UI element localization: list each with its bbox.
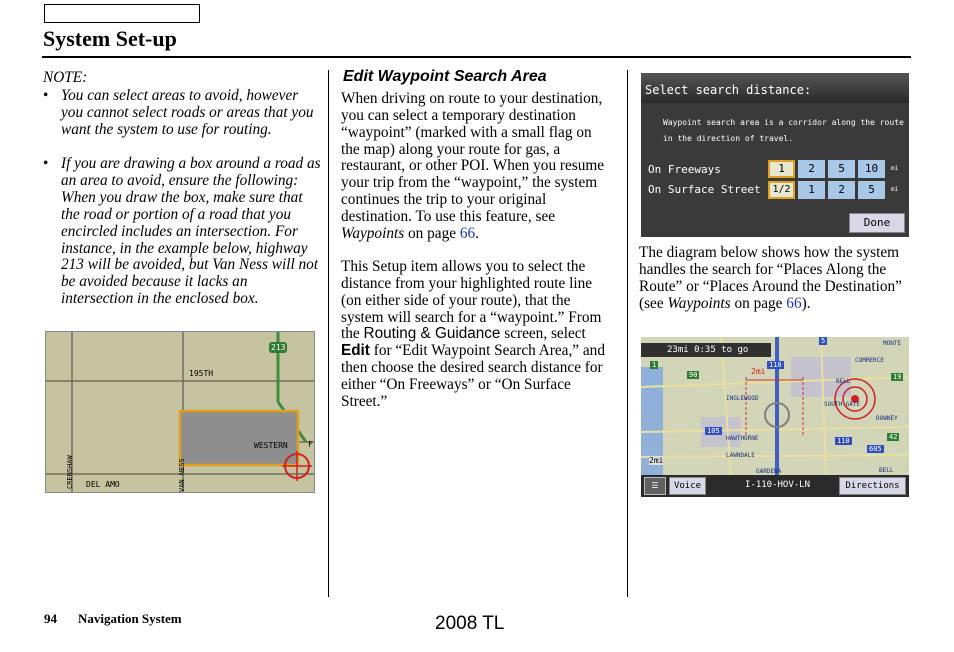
caption-on-page: on page: [730, 294, 787, 312]
done-button[interactable]: Done: [849, 213, 905, 233]
unit-label: mi: [891, 165, 899, 172]
bullet-dot: •: [43, 87, 49, 104]
town-south-gate: SOUTH GATE: [824, 401, 861, 408]
surface-option-5[interactable]: 5: [858, 181, 885, 199]
p1-italic: Waypoints: [341, 224, 405, 242]
map-label-van-ness: VAN NESS: [178, 458, 186, 492]
p1-text: When driving on route to your destination, you can select a temporary destination “waypoint” (marked with a small flag on the map) along your route for gas, a restaurant, or other POI. When you resume your trip from the “waypoint,” the system continues the trip to your original destination. To use this feature, see: [341, 90, 605, 225]
edit-label: Edit: [341, 342, 370, 360]
town-bell-2: BELL: [879, 467, 894, 474]
town-bell: BELL: [836, 378, 851, 385]
route-shield: 90: [689, 371, 698, 379]
diagram-caption: [639, 245, 914, 312]
freeway-option-2[interactable]: 2: [798, 160, 825, 178]
surface-option-2[interactable]: 2: [828, 181, 855, 199]
screen-title: Select search distance:: [645, 83, 812, 97]
caption-text: The diagram below shows how the system handles the search for “Places Along the Route” or “Places Around the Destination” (see: [639, 244, 902, 312]
route-shield: 605: [869, 445, 882, 453]
paragraph-setup-item: [341, 259, 613, 411]
note-bullet-text: You can select areas to avoid, however you cannot select roads or areas that you want the system to use for routing.: [61, 87, 314, 138]
town-monte: MONTE: [883, 340, 902, 347]
surface-option-half[interactable]: 1/2: [768, 181, 795, 199]
current-road: I-110-HOV-LN: [745, 480, 811, 490]
page-link[interactable]: 66: [786, 294, 802, 312]
route-shield: 110: [769, 361, 782, 369]
town-lawndale: LAWNDALE: [726, 452, 755, 459]
search-distance-screen: [641, 73, 909, 237]
freeway-option-5[interactable]: 5: [828, 160, 855, 178]
unit-label: mi: [891, 186, 899, 193]
routing-guidance-label: Routing & Guidance: [363, 325, 501, 343]
note-bullet-1: [43, 88, 323, 139]
p2-text-b: screen, select: [500, 325, 586, 343]
p1-on-page: on page: [404, 224, 460, 242]
column-divider-right: [627, 70, 628, 597]
page-number: 94: [44, 611, 57, 626]
section-title: System Set-up: [43, 26, 177, 51]
town-hawthorne: HAWTHORNE: [726, 435, 759, 442]
map-label-195th: 195TH: [189, 369, 214, 378]
highway-shield: 213: [271, 343, 286, 352]
header-tab-box: [44, 4, 200, 23]
map-label-western: WESTERN: [254, 441, 288, 450]
freeway-option-10[interactable]: 10: [858, 160, 885, 178]
corridor-scale: 2mi: [751, 367, 766, 376]
page-link[interactable]: 66: [459, 224, 476, 242]
directions-button[interactable]: Directions: [839, 477, 906, 495]
caption-end: ).: [801, 294, 811, 312]
map-scale: 2mi: [649, 456, 664, 465]
bullet-dot: •: [43, 155, 49, 172]
model-year: 2008 TL: [435, 613, 505, 634]
caption-italic: Waypoints: [667, 294, 731, 312]
note-heading: NOTE:: [43, 69, 88, 86]
map-menu-icon[interactable]: ☰: [644, 477, 666, 495]
on-surface-street-label: On Surface Street: [648, 183, 761, 196]
paragraph-waypoint-intro: [341, 91, 613, 243]
town-gardena: GARDENA: [756, 468, 782, 475]
route-shield: 1: [652, 361, 657, 369]
note-bullet-text: If you are drawing a box around a road as an area to avoid, ensure the following: When you draw the box, make sure that the road or portion of a road that you encircled includes an intersection. For instance, in the example below, highway 213 will be avoided, but Van Ness will not be avoided because it lacks an intersection in the enclosed box.: [61, 155, 321, 308]
note-bullet-2: [43, 156, 323, 308]
distance-readout: 23mi 0:35 to go: [641, 343, 771, 357]
voice-button[interactable]: Voice: [669, 477, 706, 495]
route-search-map: [641, 337, 909, 497]
surface-option-1[interactable]: 1: [798, 181, 825, 199]
p2-text-c: for “Edit Waypoint Search Area,” and then choose the desired search distance for either “On Freeways” or “On Surface Street.”: [341, 342, 605, 410]
town-downey: DOWNEY: [876, 415, 898, 422]
p2-text-a: This Setup item allows you to select the distance from your highlighted route line (on either side of your route), that the system will search for a “waypoint.” From the: [341, 258, 602, 343]
route-shield: 110: [837, 437, 850, 445]
route-shield: 42: [889, 433, 898, 441]
freeway-option-1[interactable]: 1: [768, 160, 795, 178]
p1-end: .: [475, 224, 479, 242]
route-shield: 105: [707, 427, 720, 435]
header-rule: [42, 56, 911, 58]
screen-desc-line1: Waypoint search area is a corridor along the route: [663, 118, 904, 127]
footer-label: Navigation System: [78, 611, 182, 626]
town-inglewood: INGLEWOOD: [726, 395, 759, 402]
on-freeways-label: On Freeways: [648, 163, 721, 176]
route-shield: 19: [893, 373, 902, 381]
column-divider-left: [328, 70, 329, 597]
map-label-del-amo: DEL AMO: [86, 480, 120, 489]
town-commerce: COMMERCE: [855, 357, 884, 364]
map-label-crenshaw: CRENSHAW: [66, 455, 74, 489]
screen-desc-line2: in the direction of travel.: [663, 134, 794, 143]
map-label-f: F: [308, 440, 313, 449]
avoid-area-map: [45, 331, 315, 493]
section-heading: Edit Waypoint Search Area: [343, 68, 547, 85]
route-shield: 5: [821, 337, 826, 345]
